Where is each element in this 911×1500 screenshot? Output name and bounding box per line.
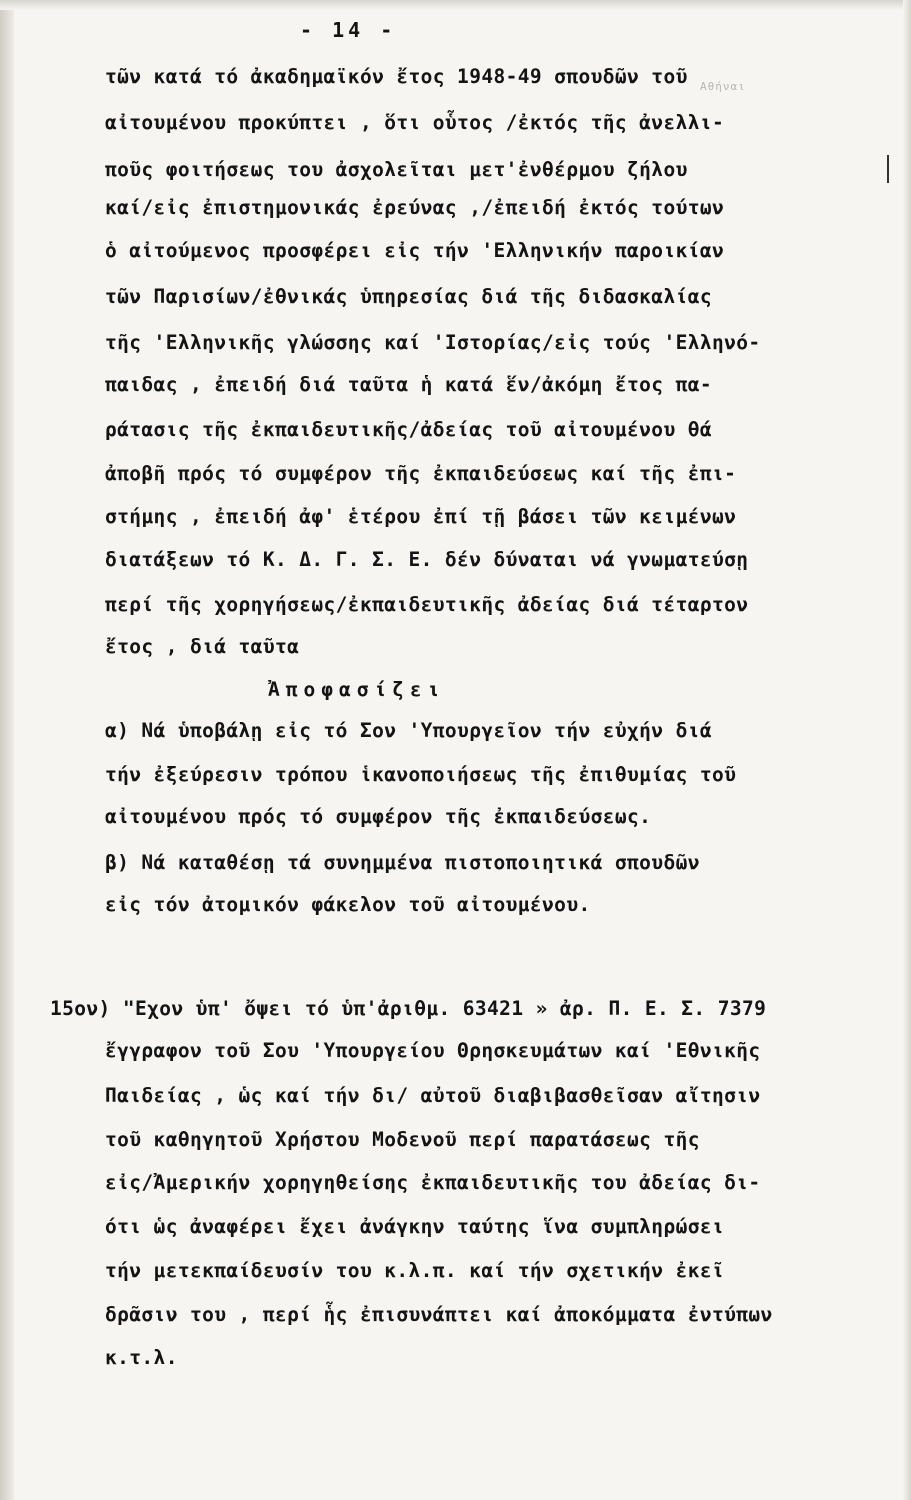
- text-line: δρᾶσιν του , περί ἧς ἐπισυνάπτει καί ἀποκόμματα ἐντύπων: [105, 1303, 773, 1326]
- text-line: τήν μετεκπαίδευσίν του κ.λ.π. καί τήν σχετικήν ἐκεῖ: [105, 1259, 725, 1282]
- text-line: τῶν κατά τό ἀκαδημαϊκόν ἔτος 1948-49 σπουδῶν τοῦ: [105, 65, 688, 88]
- text-line: εἰς/Ἀμερικήν χορηγηθείσης ἐκπαιδευτικῆς του ἀδείας δι-: [105, 1171, 761, 1194]
- text-line: καί/εἰς ἐπιστημονικάς ἐρεύνας ,/ἐπειδή ἐκτός τούτων: [105, 196, 725, 219]
- page-right-edge: [903, 0, 911, 1500]
- text-line: εἰς τόν ἀτομικόν φάκελον τοῦ αἰτουμένου.: [105, 893, 591, 916]
- list-item-a: α) Νά ὑποβάλῃ εἰς τό Σον 'Υπουργεῖον τήν εὐχήν διά: [105, 719, 712, 742]
- text-line: ἀποβῆ πρός τό συμφέρον τῆς ἐκπαιδεύσεως καί τῆς ἐπι-: [105, 462, 737, 485]
- text-line: διατάξεων τό Κ. Δ. Γ. Σ. Ε. δέν δύναται νά γνωματεύσῃ: [105, 548, 749, 571]
- list-item-b: β) Νά καταθέσῃ τά συνημμένα πιστοποιητικά σπουδῶν: [105, 851, 700, 874]
- page-left-edge: [0, 0, 14, 1500]
- text-line: Παιδείας , ὡς καί τήν δι/ αὐτοῦ διαβιβασθεῖσαν αἴτησιν: [105, 1084, 761, 1107]
- margin-mark: [887, 155, 889, 183]
- page-number: - 14 -: [300, 18, 397, 42]
- text-line: τῆς 'Ελληνικῆς γλώσσης καί 'Ιστορίας/εἰς τούς 'Ελληνό-: [105, 331, 761, 354]
- text-line: στήμης , ἐπειδή ἀφ' ἑτέρου ἐπί τῇ βάσει τῶν κειμένων: [105, 505, 737, 528]
- text-line: κ.τ.λ.: [105, 1346, 178, 1369]
- item-15-heading: 15ον) "Εχον ὑπ' ὄψει τό ὑπ'ἀριθμ. 63421 » ἀρ. Π. Ε. Σ. 7379: [50, 997, 767, 1020]
- text-line: περί τῆς χορηγήσεως/ἐκπαιδευτικῆς ἀδείας διά τέταρτον: [105, 593, 749, 616]
- bleed-through-note: Αθήναι: [700, 80, 746, 93]
- text-line: ότι ὡς ἀναφέρει ἔχει ἀνάγκην ταύτης ἵνα συμπληρώσει: [105, 1215, 725, 1238]
- decision-heading: Ἀποφασίζει: [268, 678, 446, 701]
- text-line: ἔτος , διά ταῦτα: [105, 635, 300, 658]
- text-line: ὁ αἰτούμενος προσφέρει εἰς τήν 'Ελληνικήν παροικίαν: [105, 239, 725, 262]
- text-line: ράτασις τῆς ἐκπαιδευτικῆς/ἀδείας τοῦ αἰτουμένου θά: [105, 418, 712, 441]
- text-line: ἔγγραφον τοῦ Σου 'Υπουργείου Θρησκευμάτων καί 'Εθνικῆς: [105, 1039, 761, 1062]
- text-line: ποῦς φοιτήσεως του ἀσχολεῖται μετ'ἐνθέρμου ζήλου: [105, 158, 688, 181]
- text-line: αἰτουμένου προκύπτει , ὅτι οὗτος /ἐκτός τῆς ἀνελλι-: [105, 111, 725, 134]
- text-line: τοῦ καθηγητοῦ Χρήστου Μοδενοῦ περί παρατάσεως τῆς: [105, 1128, 700, 1151]
- page-top-edge: [0, 0, 911, 10]
- text-line: τῶν Παρισίων/ἐθνικάς ὑπηρεσίας διά τῆς διδασκαλίας: [105, 285, 712, 308]
- text-line: τήν ἐξεύρεσιν τρόπου ἱκανοποιήσεως τῆς ἐπιθυμίας τοῦ: [105, 763, 737, 786]
- text-line: αἰτουμένου πρός τό συμφέρον τῆς ἐκπαιδεύσεως.: [105, 805, 652, 828]
- text-line: παιδας , ἐπειδή διά ταῦτα ἡ κατά ἕν/ἀκόμη ἔτος πα-: [105, 373, 712, 396]
